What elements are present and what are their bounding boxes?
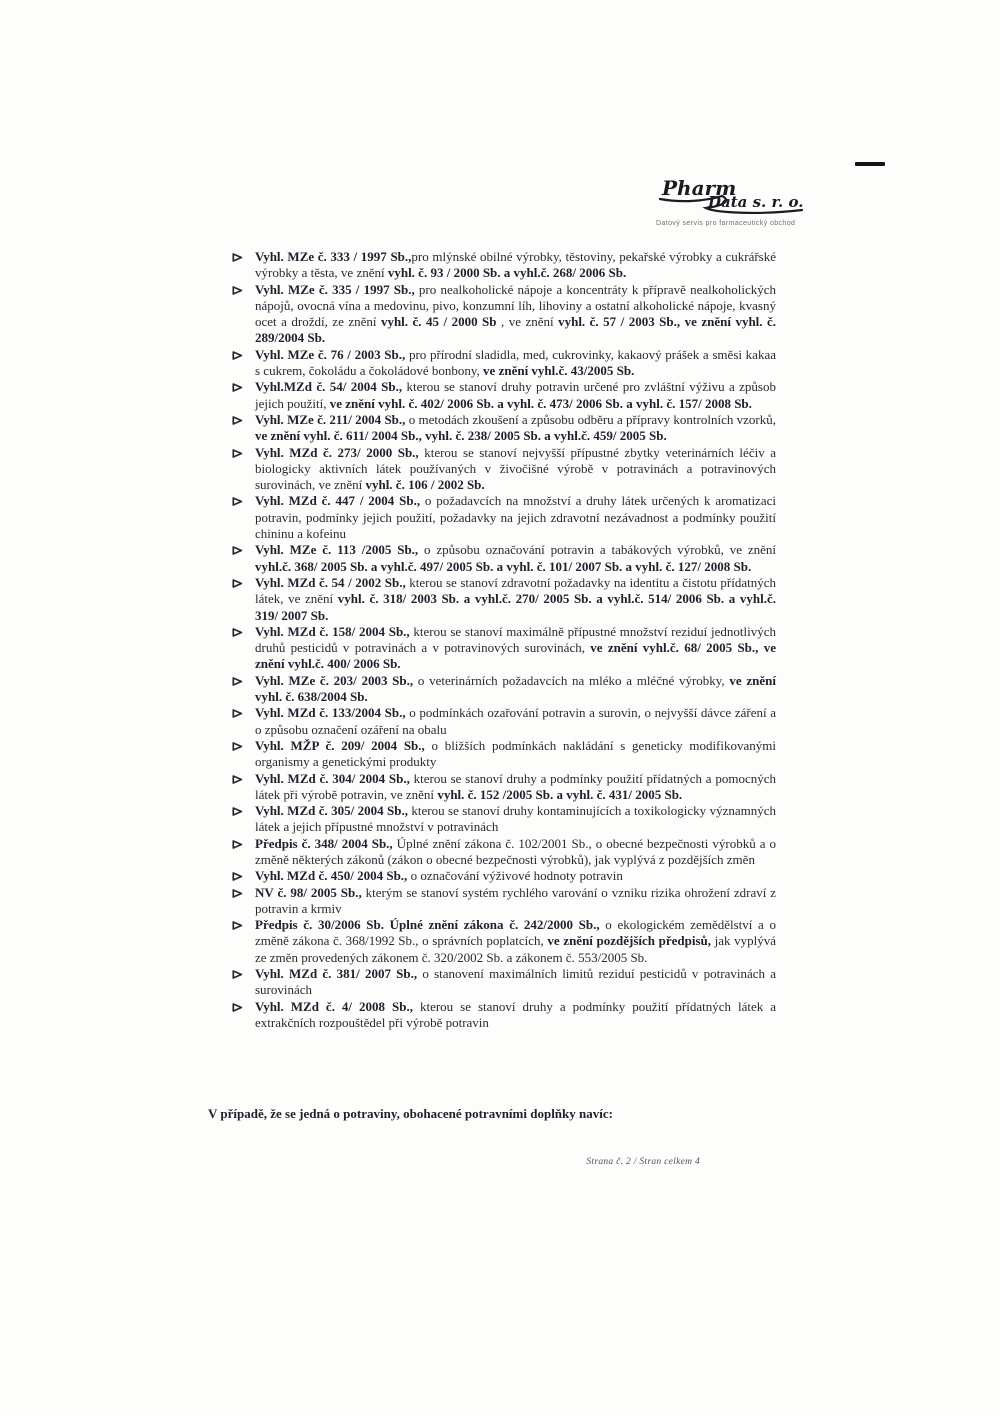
list-item xyxy=(232,542,776,575)
regulation-description: o stanovení maximálních limitů reziduí pesticidů v potravinách a surovinách xyxy=(255,966,776,998)
arrow-bullet-icon xyxy=(232,447,243,463)
regulation-description: kterou se stanoví zdravotní požadavky na identitu a čistotu přídatných látek, ve znění xyxy=(255,574,776,607)
list-item xyxy=(232,282,776,347)
list-item xyxy=(232,575,776,624)
regulation-description: o metodách zkoušení a způsobu odběru a přípravy kontrolních vzorků, xyxy=(405,411,776,427)
regulation-reference: vyhl. č. 152 /2005 Sb. a vyhl. č. 431/ 2005 Sb. xyxy=(437,786,683,802)
regulation-description: kterou se stanoví druhy a podmínky použití přídatných a pomocných látek při výrobě potravin, ve znění xyxy=(255,770,776,802)
regulation-reference: Vyhl. MZd č. 381/ 2007 Sb., xyxy=(255,966,418,982)
regulation-reference: ve znění vyhl. č. 611/ 2004 Sb., vyhl. č. 238/ 2005 Sb. a vyhl.č. 459/ 2005 Sb. xyxy=(255,428,667,444)
regulation-reference: ve znění vyhl.č. 43/2005 Sb. xyxy=(483,363,635,379)
arrow-bullet-icon xyxy=(232,349,243,365)
regulation-reference: ve znění pozdějších předpisů, xyxy=(547,933,712,949)
arrow-bullet-icon xyxy=(232,414,243,430)
regulation-description: kterou se stanoví druhy a podmínky použití přídatných látek a extrakčních rozpouštědel při výrobě potravin xyxy=(255,998,776,1030)
logo-word-pharm: Pharm xyxy=(662,176,737,200)
regulation-reference: Předpis č. 348/ 2004 Sb., xyxy=(255,835,393,851)
list-item xyxy=(232,836,776,869)
regulation-description: , ve znění xyxy=(496,314,559,330)
arrow-bullet-icon xyxy=(232,577,243,593)
list-item xyxy=(232,999,776,1032)
arrow-bullet-icon xyxy=(232,887,243,903)
regulation-reference: ve znění vyhl. č. 638/2004 Sb. xyxy=(255,672,776,705)
regulation-reference: Vyhl. MZd č. 447 / 2004 Sb., xyxy=(255,493,421,509)
regulation-reference: ve znění vyhl. č. 402/ 2006 Sb. a vyhl. č. 473/ 2006 Sb. a vyhl. č. 157/ 2008 Sb. xyxy=(329,395,752,411)
arrow-bullet-icon xyxy=(232,626,243,642)
list-item xyxy=(232,412,776,445)
regulation-reference: ve znění vyhl.č. 68/ 2005 Sb., ve znění vyhl.č. 400/ 2006 Sb. xyxy=(255,640,776,672)
regulation-reference: Vyhl. MZd č. 273/ 2000 Sb., xyxy=(255,444,419,460)
regulation-reference: Vyhl. MZd č. 450/ 2004 Sb., xyxy=(255,868,408,884)
arrow-bullet-icon xyxy=(232,968,243,984)
regulation-list xyxy=(232,249,776,1031)
list-item xyxy=(232,868,776,884)
regulation-reference: NV č. 98/ 2005 Sb., xyxy=(255,884,362,900)
arrow-bullet-icon xyxy=(232,675,243,691)
arrow-bullet-icon xyxy=(232,495,243,511)
arrow-bullet-icon xyxy=(232,838,243,854)
arrow-bullet-icon xyxy=(232,919,243,935)
regulation-description: Úplné znění zákona č. 102/2001 Sb., o obecné bezpečnosti výrobků a o změně některých zákonů (zákon o obecné bezpečnosti výrobků), jak vyplývá z pozdějších změn xyxy=(255,835,776,867)
list-item xyxy=(232,624,776,673)
arrow-bullet-icon xyxy=(232,284,243,300)
list-item xyxy=(232,445,776,494)
regulation-description: kterou se stanoví maximálně přípustné množství reziduí jednotlivých druhů pesticidů v potravinách a v potravinových surovinách, xyxy=(255,623,776,656)
regulation-description: o požadavcích na množství a druhy látek určených k aromatizaci potravin, podmínky jejich použití, požadavky na jejich zdravotní nezávadnost a podmínky použití chininu a kofeinu xyxy=(255,493,776,542)
regulation-description: o ekologickém zemědělství a o změně zákona č. 368/1992 Sb., o správních poplatcích, xyxy=(255,917,776,949)
regulation-reference: Vyhl. MZe č. 333 / 1997 Sb., xyxy=(255,249,412,264)
regulation-reference: Vyhl. MZd č. 4/ 2008 Sb., xyxy=(255,998,413,1014)
regulation-reference: Vyhl. MZe č. 203/ 2003 Sb., xyxy=(255,672,414,688)
list-item xyxy=(232,249,776,282)
arrow-bullet-icon xyxy=(232,1001,243,1017)
regulation-reference: Vyhl. MZd č. 158/ 2004 Sb., xyxy=(255,623,410,639)
regulation-reference: Vyhl. MZe č. 335 / 1997 Sb., xyxy=(255,281,415,297)
arrow-bullet-icon xyxy=(232,381,243,397)
regulation-reference: Vyhl. MZe č. 211/ 2004 Sb., xyxy=(255,411,406,427)
arrow-bullet-icon xyxy=(232,805,243,821)
list-item xyxy=(232,771,776,804)
list-item xyxy=(232,917,776,966)
regulation-description: kterým se stanoví systém rychlého varování o vzniku rizika ohrožení zdraví z potravin a krmiv xyxy=(255,884,776,916)
regulation-reference: vyhl. č. 45 / 2000 Sb xyxy=(380,314,497,330)
regulation-description: pro přírodní sladidla, med, cukrovinky, kakaový prášek a směsi kakaa s cukrem, čokoládu a čokoládové bonbony, xyxy=(255,346,776,379)
list-item xyxy=(232,966,776,999)
list-item xyxy=(232,738,776,771)
regulation-description: o veterinárních požadavcích na mléko a mléčné výrobky, xyxy=(413,672,730,688)
arrow-bullet-icon xyxy=(232,740,243,756)
closing-heading: V případě, že se jedná o potraviny, obohacené potravními doplňky navíc: xyxy=(208,1106,613,1121)
logo-graphic xyxy=(656,176,814,220)
arrow-bullet-icon xyxy=(232,707,243,723)
logo-word-data: Data s. r. o. xyxy=(708,193,804,211)
regulation-reference: Vyhl. MŽP č. 209/ 2004 Sb., xyxy=(255,737,425,753)
list-item xyxy=(232,803,776,836)
regulation-reference: Vyhl. MZd č. 305/ 2004 Sb., xyxy=(255,803,409,819)
regulation-description: pro nealkoholické nápoje a koncentráty k přípravě nealkoholických nápojů, ovocná vína a medovinu, pivo, konzumní líh, lihoviny a ostatní alkoholické nápoje, kvasný ocet a droždí, ze znění xyxy=(255,281,776,330)
scan-mark xyxy=(855,162,885,166)
arrow-bullet-icon xyxy=(232,251,243,267)
regulation-reference: vyhl. č. 93 / 2000 Sb. a vyhl.č. 268/ 2006 Sb. xyxy=(387,265,627,281)
regulation-description: kterou se stanoví druhy kontaminujících a toxikologicky významných látek a jejich přípustné množství v potravinách xyxy=(255,803,776,835)
regulation-description: o způsobu označování potravin a tabákových výrobků, ve znění xyxy=(418,542,776,558)
regulation-reference: Vyhl. MZe č. 113 /2005 Sb., xyxy=(255,542,419,558)
regulation-reference: Vyhl. MZd č. 304/ 2004 Sb., xyxy=(255,770,410,786)
regulation-description: kterou se stanoví druhy potravin určené pro zvláštní výživu a způsob jejich použití, xyxy=(255,379,776,411)
regulation-reference: vyhl.č. 368/ 2005 Sb. a vyhl.č. 497/ 2005 Sb. a vyhl. č. 101/ 2007 Sb. a vyhl. č. 127/ 2008 Sb. xyxy=(255,558,752,574)
regulation-description: kterou se stanoví nejvyšší přípustné zbytky veterinárních léčiv a biologicky aktivních látek používaných v živočišné výrobě v potravinách a potravinových surovinách, ve znění xyxy=(255,444,776,493)
list-item xyxy=(232,705,776,738)
regulation-description: pro mlýnské obilné výrobky, těstoviny, pekařské výrobky a cukrářské výrobky a těsta, ve znění xyxy=(255,249,776,281)
regulation-reference: vyhl. č. 318/ 2003 Sb. a vyhl.č. 270/ 2005 Sb. a vyhl.č. 514/ 2006 Sb. a vyhl.č. 319/ 2007 Sb. xyxy=(255,591,776,623)
list-item xyxy=(232,493,776,542)
regulation-reference: Vyhl.MZd č. 54/ 2004 Sb., xyxy=(255,379,403,395)
list-item xyxy=(232,673,776,706)
list-item xyxy=(232,347,776,380)
regulation-description: jak vyplývá ze změn provedených zákonem č. 320/2002 Sb. a zákonem č. 553/2005 Sb. xyxy=(255,933,777,965)
arrow-bullet-icon xyxy=(232,544,243,560)
regulation-description: o označování výživové hodnoty potravin xyxy=(407,868,623,884)
regulation-reference: Vyhl. MZd č. 54 / 2002 Sb., xyxy=(255,574,406,590)
regulation-description: o bližších podmínkách nakládání s geneticky modifikovanými organismy a genetickými produkty xyxy=(255,737,776,770)
regulation-reference: vyhl. č. 106 / 2002 Sb. xyxy=(365,477,485,493)
pharmdata-logo xyxy=(656,176,816,227)
regulation-reference: Vyhl. MZd č. 133/2004 Sb., xyxy=(255,705,406,721)
list-item xyxy=(232,379,776,412)
logo-tagline: Datový servis pro farmaceutický obchod xyxy=(656,220,796,227)
regulation-reference: vyhl. č. 57 / 2003 Sb., ve znění vyhl. č. 289/2004 Sb. xyxy=(255,314,777,346)
regulation-reference: Předpis č. 30/2006 Sb. Úplné znění zákona č. 242/2000 Sb., xyxy=(255,917,600,933)
list-item xyxy=(232,885,776,918)
page-footer: Strana č. 2 / Stran celkem 4 xyxy=(586,1157,700,1167)
regulation-reference: Vyhl. MZe č. 76 / 2003 Sb., xyxy=(255,346,406,362)
regulation-description: o podmínkách ozařování potravin a surovin, o nejvyšší dávce záření a o způsobu označení ozáření na obalu xyxy=(255,705,776,737)
arrow-bullet-icon xyxy=(232,773,243,789)
